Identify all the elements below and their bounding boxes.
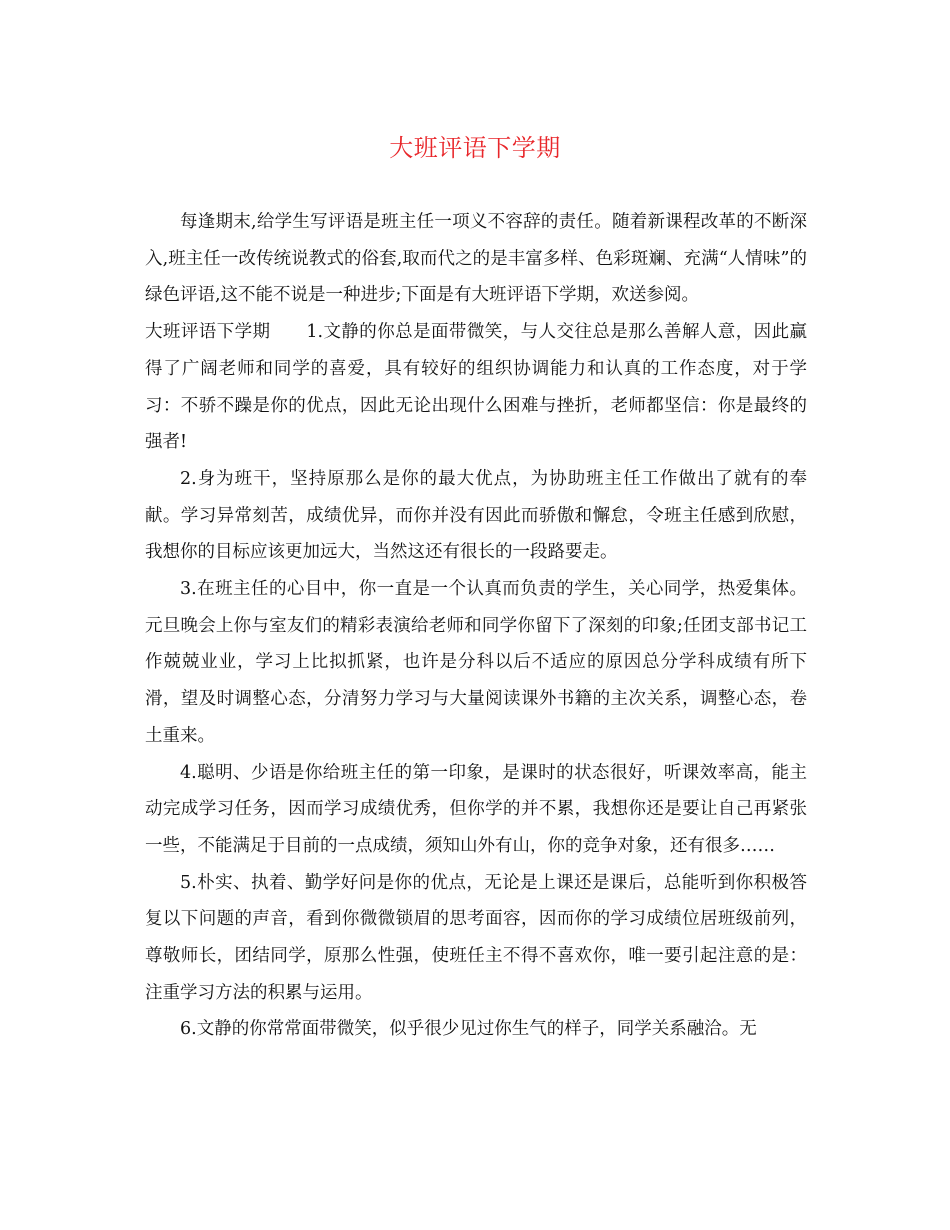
- comment-item-4: 4.聪明、少语是你给班主任的第一印象，是课时的状态很好，听课效率高，能主动完成学习任务，因而学习成绩优秀，但你学的并不累，我想你还是要让自己再紧张一些，不能满足于目前的一点成绩，须知山外有山，你的竞争对象，还有很多……: [145, 762, 807, 856]
- comment-item-3: 3.在班主任的心目中，你一直是一个认真而负责的学生，关心同学，热爱集体。元旦晚会上你与室友们的精彩表演给老师和同学你留下了深刻的印象;任团支部书记工作兢兢业业，学习上比拟抓紧，也许是分科以后不适应的原因总分学科成绩有所下滑，望及时调整心态，分清努力学习与大量阅读课外书籍的主次关系，调整心态，卷土重来。: [145, 579, 807, 746]
- comment-item-5: 5.朴实、执着、勤学好问是你的优点，无论是上课还是课后，总能听到你积极答复以下问题的声音，看到你微微锁眉的思考面容，因而你的学习成绩位居班级前列，尊敬师长，团结同学，原那么性强，使班任主不得不喜欢你，唯一要引起注意的是：注重学习方法的积累与运用。: [145, 872, 807, 1003]
- comment-item-2: 2.身为班干，坚持原那么是你的最大优点，为协助班主任工作做出了就有的奉献。学习异常刻苦，成绩优异，而你并没有因此而骄傲和懈怠，令班主任感到欣慰，我想你的目标应该更加远大，当然这还有很长的一段路要走。: [145, 468, 807, 563]
- document-body: [145, 204, 807, 1048]
- comment-item-6: 6.文静的你常常面带微笑，似乎很少见过你生气的样子，同学关系融洽。无: [180, 1019, 757, 1040]
- comment-item-1: 大班评语下学期 1.文静的你总是面带微笑，与人交往总是那么善解人意，因此赢得了广阔老师和同学的喜爱，具有较好的组织协调能力和认真的工作态度，对于学习：不骄不躁是你的优点，因此无论出现什么困难与挫折，老师都坚信：你是最终的强者!: [145, 322, 807, 453]
- document-title: 大班评语下学期: [389, 134, 561, 162]
- intro-paragraph: 每逢期末,给学生写评语是班主任一项义不容辞的责任。随着新课程改革的不断深入,班主任一改传统说教式的俗套,取而代之的是丰富多样、色彩斑斓、充满“人情味”的绿色评语,这不能不说是一种进步;下面是有大班评语下学期，欢送参阅。: [145, 212, 807, 306]
